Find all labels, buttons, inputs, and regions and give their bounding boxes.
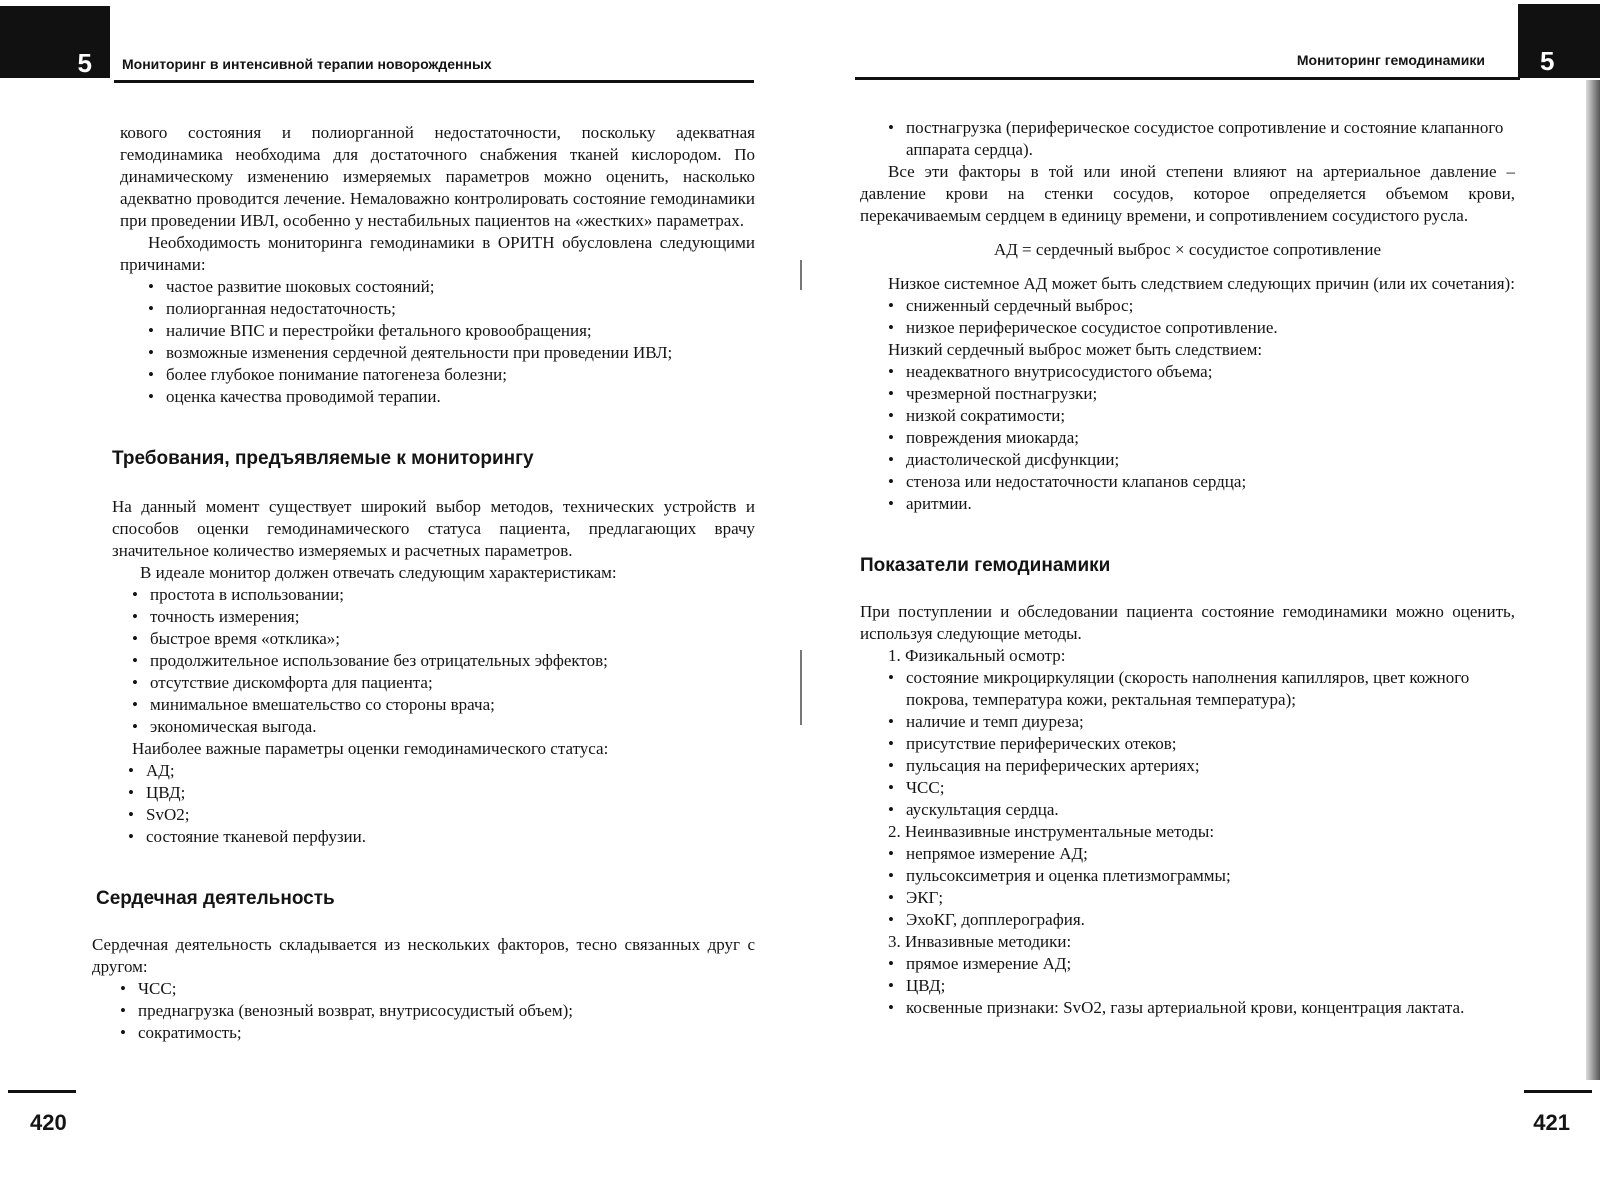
list-item: • продолжительное использование без отрицательных эффектов; (132, 650, 755, 672)
list-item: • возможные изменения сердечной деятельности при проведении ИВЛ; (148, 342, 755, 364)
ideal-list (104, 584, 755, 738)
reasons-intro: Необходимость мониторинга гемодинамики в ОРИТН обусловлена следующими причинами: (120, 233, 755, 274)
factors-paragraph: Все эти факторы в той или иной степени влияют на артериальное давление – давление крови на стенки сосудов, которое определяется объемом крови, перекачиваемым сердцем в единицу времени, и сопротивлением сосудистого русла. (860, 162, 1515, 225)
list-item: • состояние тканевой перфузии. (128, 826, 755, 848)
method3-list (860, 953, 1515, 1019)
list-item: • непрямое измерение АД; (888, 843, 1515, 865)
text-column (92, 122, 755, 1044)
list-item: • аритмии. (888, 493, 1515, 515)
list-item: • оценка качества проводимой терапии. (148, 386, 755, 408)
list-item: • сниженный сердечный выброс; (888, 295, 1515, 317)
list-item: • сократимость; (120, 1022, 755, 1044)
header-rule (855, 77, 1520, 80)
running-head: Мониторинг гемодинамики (1296, 52, 1485, 68)
footer-rule (8, 1090, 76, 1093)
factors-list (92, 978, 755, 1044)
list-item: • более глубокое понимание патогенеза болезни; (148, 364, 755, 386)
list-item: • ЦВД; (888, 975, 1515, 997)
chapter-badge (0, 6, 110, 78)
list-item: • ЧСС; (888, 777, 1515, 799)
list-item: • наличие ВПС и перестройки фетального кровообращения; (148, 320, 755, 342)
method1-list (860, 667, 1515, 821)
methods-list (860, 931, 1515, 953)
low-co-intro: Низкий сердечный выброс может быть следствием: (888, 340, 1263, 359)
ideal-intro: В идеале монитор должен отвечать следующим характеристикам: (140, 563, 617, 582)
page-number: 421 (1533, 1110, 1570, 1135)
list-item: • диастолической дисфункции; (888, 449, 1515, 471)
right-page (800, 0, 1600, 1204)
list-item: • низкой сократимости; (888, 405, 1515, 427)
chapter-badge (1518, 4, 1600, 78)
list-item: • ЭхоКГ, допплерография. (888, 909, 1515, 931)
list-item: • SvO2; (128, 804, 755, 826)
list-item: • прямое измерение АД; (888, 953, 1515, 975)
list-item: • точность измерения; (132, 606, 755, 628)
list-item: • стеноза или недостаточности клапанов сердца; (888, 471, 1515, 493)
params-intro: Наиболее важные параметры оценки гемодинамического статуса: (132, 739, 609, 758)
methods-list (860, 645, 1515, 667)
running-head: Мониторинг в интенсивной терапии новорожденных (122, 56, 492, 72)
low-bp-intro: Низкое системное АД может быть следствием следующих причин (или их сочетания): (888, 274, 1515, 293)
intro-paragraph: кового состояния и полиорганной недостаточности, поскольку адекватная гемодинамика необходима для достаточного снабжения тканей кислородом. По динамическому изменению измеряемых параметров можно оценить, насколько адекватно проводится лечение. Немаловажно контролировать состояние гемодинамики при проведении ИВЛ, особенно у нестабильных пациентов на «жестких» параметрах. (120, 123, 755, 230)
list-item: • ЦВД; (128, 782, 755, 804)
afterload-list (860, 117, 1515, 161)
low-co-list (860, 361, 1515, 515)
page-number: 420 (30, 1110, 67, 1135)
list-item: • отсутствие дискомфорта для пациента; (132, 672, 755, 694)
text-column (860, 117, 1515, 1019)
method2-list (860, 843, 1515, 931)
list-item: • преднагрузка (венозный возврат, внутрисосудистый объем); (120, 1000, 755, 1022)
list-item: • пульсация на периферических артериях; (888, 755, 1515, 777)
list-item: • состояние микроциркуляции (скорость наполнения капилляров, цвет кожного покрова, температура кожи, ректальная температура); (888, 667, 1515, 711)
method-title: 1. Физикальный осмотр: (888, 646, 1066, 665)
list-item: • присутствие периферических отеков; (888, 733, 1515, 755)
list-item: • частое развитие шоковых состояний; (148, 276, 755, 298)
section-heading-requirements: Требования, предъявляемые к мониторингу (112, 448, 534, 469)
list-item: • ЧСС; (120, 978, 755, 1000)
section-heading-cardiac: Сердечная деятельность (96, 888, 335, 909)
list-item: • низкое периферическое сосудистое сопротивление. (888, 317, 1515, 339)
list-item: • пульсоксиметрия и оценка плетизмограммы; (888, 865, 1515, 887)
list-item: • простота в использовании; (132, 584, 755, 606)
list-item: • чрезмерной постнагрузки; (888, 383, 1515, 405)
chapter-number: 5 (1540, 46, 1555, 76)
cardiac-paragraph: Сердечная деятельность складывается из нескольких факторов, тесно связанных друг с другом: (92, 935, 755, 976)
formula: АД = сердечный выброс × сосудистое сопротивление (993, 240, 1382, 259)
method-title: 2. Неинвазивные инструментальные методы: (888, 822, 1215, 841)
list-item: • повреждения миокарда; (888, 427, 1515, 449)
reasons-list (120, 276, 755, 408)
list-item: • наличие и темп диуреза; (888, 711, 1515, 733)
header-rule (114, 80, 754, 83)
list-item: • аускультация сердца. (888, 799, 1515, 821)
method-title: 3. Инвазивные методики: (888, 932, 1072, 951)
list-item: • косвенные признаки: SvO2, газы артериальной крови, концентрация лактата. (888, 997, 1515, 1019)
methods-list (860, 821, 1515, 843)
list-item: • быстрое время «отклика»; (132, 628, 755, 650)
requirements-paragraph: На данный момент существует широкий выбор методов, технических устройств и способов оценки гемодинамического статуса пациента, предлагающих врачу значительное количество измеряемых и расчетных параметров. (112, 497, 755, 560)
list-item: • АД; (128, 760, 755, 782)
list-item: • неадекватного внутрисосудистого объема; (888, 361, 1515, 383)
footer-rule (1524, 1090, 1592, 1093)
chapter-number: 5 (77, 48, 92, 78)
params-list (100, 760, 755, 848)
list-item: • полиорганная недостаточность; (148, 298, 755, 320)
list-item: • экономическая выгода. (132, 716, 755, 738)
list-item: • ЭКГ; (888, 887, 1515, 909)
list-item: • постнагрузка (периферическое сосудистое сопротивление и состояние клапанного аппарата сердца). (888, 117, 1515, 161)
section-heading-indicators: Показатели гемодинамики (860, 555, 1111, 576)
list-item: • минимальное вмешательство со стороны врача; (132, 694, 755, 716)
indicators-paragraph: При поступлении и обследовании пациента состояние гемодинамики можно оценить, используя следующие методы. (860, 602, 1515, 643)
page-edge (1586, 80, 1600, 1080)
low-bp-list (860, 295, 1515, 339)
